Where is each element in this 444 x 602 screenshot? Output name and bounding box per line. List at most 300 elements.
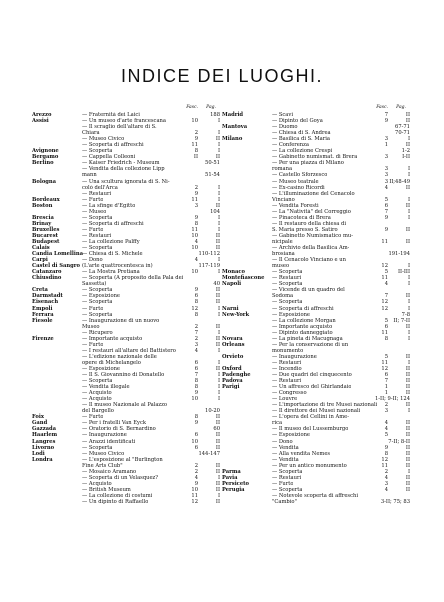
entry-description: — Chiesa di S. Andrea [272, 130, 331, 137]
entry-description: — Dono [82, 257, 103, 264]
entry-description: — Scoperta [82, 148, 113, 155]
entry-description: — Scoperta [272, 281, 303, 288]
entry-description: — Dono [272, 438, 293, 445]
entry-page: I [217, 142, 220, 149]
pag-header: Pag. [396, 105, 406, 110]
entry-place: Novara [222, 335, 243, 342]
entry-fascicolo: 4 [194, 238, 198, 245]
entry-description: monumento [272, 347, 304, 354]
entry-place: Mantova [222, 124, 248, 131]
entry-fascicolo: 2 [194, 184, 198, 191]
entry-fascicolo: 2 [384, 468, 388, 475]
entry-page: I [407, 408, 410, 415]
entry-page: II [405, 420, 410, 427]
entry-description: — Scoperta [82, 444, 113, 451]
entry-page: 7-8 [401, 311, 410, 318]
entry-fascicolo: 1 [384, 142, 388, 149]
entry-place: Brinay [32, 220, 52, 227]
entry-page: I [217, 196, 220, 203]
entry-fascicolo: 11 [381, 359, 388, 366]
entry-place: Darmstadt [32, 293, 63, 300]
left-entry-list [32, 112, 222, 505]
entry-description: — L'opera del Cellini in Ame- [272, 414, 349, 421]
entry-place: Padenghe [222, 372, 251, 379]
entry-description: — Museo Civico [82, 450, 125, 457]
entry-description: del Bargello [82, 408, 114, 415]
entry-page: 40 [213, 281, 220, 288]
entry-description: — L'illuminazione del Cenacolo [272, 190, 355, 197]
entry-description: — Scoperta [82, 245, 113, 252]
entry-description: — Per un antico monumento [272, 462, 347, 469]
entry-place: Padova [222, 378, 243, 385]
entry-place: Pavia [222, 474, 238, 481]
entry-page: II [405, 426, 410, 433]
entry-description: — La collezione Crespi [272, 148, 333, 155]
entry-page: 67-71 [395, 124, 410, 131]
entry-page: II [215, 438, 220, 445]
entry-page: II [215, 420, 220, 427]
entry-description: — Furto [82, 305, 104, 312]
entry-fascicolo: 5 [384, 269, 388, 276]
entry-description: — La collezione di costumi [82, 492, 153, 499]
entry-fascicolo: 7 [194, 372, 198, 379]
entry-fascicolo: 4 [384, 474, 388, 481]
entry-place: Ferrara [32, 311, 54, 318]
entry-description: — Scoperta [272, 486, 303, 493]
entry-fascicolo: 8 [194, 378, 198, 385]
entry-description: museo [272, 263, 290, 270]
entry-description: Sodoma [272, 293, 294, 300]
fasc-header: Fasc. [186, 105, 198, 110]
entry-fascicolo: 1 [384, 384, 388, 391]
entry-description: — Un dipinto di Raffaello [82, 499, 149, 505]
entry-fascicolo: 2 [194, 130, 198, 137]
entry-description: — Vendita [272, 444, 299, 451]
entry-fascicolo: 9 [194, 214, 198, 221]
entry-description: — La collezione Palffy [82, 238, 140, 245]
entry-fascicolo: 11 [191, 226, 198, 233]
entry-place: Bruxelles [32, 226, 60, 233]
entry-description: colò dell'Arca [82, 184, 118, 191]
entry-page: 60 [213, 426, 220, 433]
entry-page: I [407, 208, 410, 215]
entry-page: II [405, 372, 410, 379]
entry-description: mann [82, 172, 97, 179]
entry-fascicolo: 11 [191, 196, 198, 203]
entry-description: — Vendita [272, 456, 299, 463]
entry-place: Langres [32, 438, 56, 445]
entry-page: I [217, 359, 220, 366]
entry-description: — Vendita della collezione Lipp [82, 166, 165, 173]
entry-page: II [215, 444, 220, 451]
entry-place: Montefiascone [222, 275, 265, 282]
entry-page: II [405, 202, 410, 209]
entry-fascicolo: 5 [384, 196, 388, 203]
entry-fascicolo: 12 [381, 305, 388, 312]
entry-description: — Basilica di S. Maria [272, 136, 330, 143]
entry-description: — Louvre [272, 396, 298, 403]
entry-fascicolo: 12 [191, 305, 198, 312]
entry-description: — Ex-casino Ricordi [272, 184, 325, 191]
entry-fascicolo: 12 [381, 365, 388, 372]
entry-page: I [407, 172, 410, 179]
entry-description: — Gabinetto Numismatico mu- [272, 232, 353, 239]
entry-place: Assisi [32, 118, 49, 125]
entry-description: — Vendita illegale [82, 384, 130, 391]
entry-fascicolo: 12 [381, 263, 388, 270]
entry-fascicolo: 7 [384, 208, 388, 215]
entry-page: II [215, 335, 220, 342]
entry-page: II [405, 142, 410, 149]
fasc-header: Fasc. [376, 105, 388, 110]
entry-place: Candia Lomellina [32, 251, 83, 258]
entry-page: II [405, 293, 410, 300]
entry-page: I [217, 347, 220, 354]
entry-page: I [407, 166, 410, 173]
entry-description: — Restauri [272, 378, 302, 385]
index-column-left [32, 103, 222, 505]
entry-page: 117-119 [198, 263, 220, 270]
entry-description: — La sfinge d'Egitto [82, 202, 136, 209]
entry-fascicolo: 4 [384, 426, 388, 433]
entry-description: nicipale [272, 238, 293, 245]
entry-page: II [405, 390, 410, 397]
entry-page: II [405, 486, 410, 493]
entry-description: — Archivio della Basilica Am- [272, 245, 350, 252]
entry-description: — Scoperta di un Velasquez? [82, 474, 159, 481]
entry-fascicolo: 8 [194, 148, 198, 155]
entry-page: I [407, 275, 410, 282]
entry-page: I [217, 474, 220, 481]
entry-description: — Furto [82, 226, 104, 233]
entry-place: Empoli [32, 305, 53, 312]
pag-header: Pag. [206, 105, 216, 110]
entry-description: — Chiesa di S. Michele [82, 251, 143, 258]
entry-page: II [405, 365, 410, 372]
entry-description: — Scavi [272, 112, 293, 118]
entry-description: — Vicende di un quadro del [272, 287, 345, 294]
entry-page: I [407, 359, 410, 366]
entry-page: II [215, 341, 220, 348]
entry-page: I [217, 214, 220, 221]
entry-fascicolo: 4 [194, 347, 198, 354]
entry-page: II [215, 480, 220, 487]
entry-description: — Restauri [272, 474, 302, 481]
entry-description: — Restauri [272, 275, 302, 282]
entry-fascicolo: 6 [194, 293, 198, 300]
entry-place: Chiusdino [32, 275, 62, 282]
entry-page: 1-2 [401, 148, 410, 155]
entry-fascicolo: 9 [194, 287, 198, 294]
entry-fascicolo: 8 [384, 335, 388, 342]
entry-fascicolo: 10 [191, 269, 198, 276]
entry-place: Creta [32, 287, 48, 294]
entry-page: I [407, 214, 410, 221]
entry-place: Eisenach [32, 299, 59, 306]
entry-description: — La collezione Morgan [272, 317, 336, 324]
entry-fascicolo: 8 [194, 220, 198, 227]
entry-page: I [217, 190, 220, 197]
entry-description: — Scoperta (A proposito della Pala dei [82, 275, 184, 282]
entry-page: II [215, 462, 220, 469]
entry-page: II; 7-II [393, 317, 410, 324]
entry-page: I [217, 396, 220, 403]
entry-fascicolo: 5 [384, 353, 388, 360]
entry-fascicolo: 2 [194, 323, 198, 330]
entry-fascicolo: 6 [194, 365, 198, 372]
entry-fascicolo: 8 [384, 450, 388, 457]
entry-fascicolo: 2 [384, 402, 388, 409]
entry-page: II [405, 112, 410, 118]
entry-description: — Conferenza [272, 142, 309, 149]
entry-place: Foix [32, 414, 44, 421]
entry-description: — Cappella Colleoni [82, 154, 136, 161]
entry-fascicolo: 6 [194, 359, 198, 366]
entry-fascicolo: 3 [384, 136, 388, 143]
entry-description: — Oratorio di S. Bernardino [82, 426, 156, 433]
entry-page: II [215, 136, 220, 143]
entry-description: — Restauri [272, 359, 302, 366]
entry-page: II [215, 287, 220, 294]
page-title: INDICE DEI LUOGHI. [120, 66, 324, 86]
entry-description: — Il Cenacolo Vinciano e un [272, 257, 346, 264]
entry-page: I [217, 118, 220, 125]
entry-description: — Scoperta [272, 299, 303, 306]
entry-place: Livorno [32, 444, 55, 451]
entry-place: Parma [222, 468, 241, 475]
entry-page: II [405, 384, 410, 391]
entry-description: — Scoperta [82, 311, 113, 318]
entry-description: — Il restauro della chiesa di [272, 220, 346, 227]
entry-page: II [215, 414, 220, 421]
index-column-right [222, 103, 412, 505]
entry-description: rica [272, 420, 283, 427]
entry-page: I [407, 329, 410, 336]
entry-page: II [405, 238, 410, 245]
entry-description: — Mosaico Aramano [82, 468, 137, 475]
entry-page: II [215, 299, 220, 306]
entry-description: — Importante acquisto [82, 335, 143, 342]
entry-description: romana [272, 166, 293, 173]
entry-page: II [405, 378, 410, 385]
entry-place: Berlino [32, 160, 54, 167]
entry-fascicolo: 10 [191, 396, 198, 403]
right-entry-list [222, 112, 412, 505]
entry-fascicolo: 5 [384, 317, 388, 324]
entry-description: — I restauri all'altare del Battistero [82, 347, 176, 354]
entry-place: Londra [32, 456, 53, 463]
entry-page: II [405, 480, 410, 487]
entry-page: II [405, 226, 410, 233]
entry-fascicolo: 10 [191, 232, 198, 239]
entry-page: 144-147 [198, 450, 220, 457]
entry-page: II;48-49 [389, 178, 410, 185]
entry-page: II [215, 499, 220, 505]
entry-fascicolo: 2 [194, 462, 198, 469]
entry-page: I [217, 305, 220, 312]
entry-fascicolo: 2 [194, 468, 198, 475]
entry-page: II [405, 450, 410, 457]
entry-description: — Ricupero [82, 329, 113, 336]
entry-page: II [215, 154, 220, 161]
entry-description: — Il museo Nazionale al Palazzo [82, 402, 168, 409]
entry-description: — Scoperta di affreschi [82, 142, 144, 149]
entry-fascicolo: 9 [194, 420, 198, 427]
entry-place: Carpi [32, 257, 48, 264]
entry-fascicolo: 4 [384, 281, 388, 288]
entry-page: I [217, 130, 220, 137]
entry-page: I [407, 136, 410, 143]
entry-description: — Inaugurazione [82, 432, 127, 439]
entry-place: Avignone [32, 148, 59, 155]
entry-description: — Furto [82, 341, 104, 348]
entry-place: Oxford [222, 365, 242, 372]
entry-place: Bologna [32, 178, 57, 185]
entry-description: — Esposizione [272, 432, 310, 439]
entry-page: 50-51 [205, 160, 220, 167]
entry-description: — Esposizione [272, 311, 310, 318]
entry-fascicolo: 9 [194, 390, 198, 397]
entry-fascicolo: 3 [384, 166, 388, 173]
entry-description: — La Mostra Pretiana [82, 269, 140, 276]
entry-fascicolo: 7 [384, 112, 388, 118]
entry-page: 191-194 [388, 251, 410, 258]
entry-page: II [215, 245, 220, 252]
entry-description: — Scoperta [272, 269, 303, 276]
entry-place: Monaco [222, 269, 245, 276]
entry-place: Bergamo [32, 154, 59, 161]
entry-description: — Una scultura ignorata di S. Ni- [82, 178, 170, 185]
entry-fascicolo: 9 [194, 480, 198, 487]
entry-fascicolo: 4 [194, 474, 198, 481]
entry-page: I [217, 372, 220, 379]
entry-fascicolo: 4 [384, 184, 388, 191]
entry-description: — Scoperta [272, 468, 303, 475]
entry-description: — L'importazione di tre Musei nazionali [272, 402, 378, 409]
entry-page: I [217, 384, 220, 391]
entry-description: — Furto [272, 480, 294, 487]
entry-fascicolo: 11 [381, 462, 388, 469]
entry-description: — Vendita Foresti [272, 202, 319, 209]
entry-place: Madrid [222, 112, 244, 118]
entry-description: — Il direttore dei Musei nazionali [272, 408, 361, 415]
entry-description: — Castello Sforzesco [272, 172, 328, 179]
entry-description: — Incendio [272, 365, 302, 372]
entry-page: I [407, 281, 410, 288]
entry-place: Orleans [222, 341, 245, 348]
entry-place: Lodi [32, 450, 45, 457]
entry-place: New-York [222, 311, 250, 318]
entry-page: II [405, 323, 410, 330]
entry-description: — Acquisto [82, 396, 112, 403]
entry-description: — Un affresco del Ghirlandaio [272, 384, 352, 391]
entry-description: — Scoperta [82, 214, 113, 221]
entry-fascicolo: 6 [384, 323, 388, 330]
column-header [32, 103, 222, 112]
entry-page: I [407, 263, 410, 270]
entry-fascicolo: 8 [194, 414, 198, 421]
entry-page: II [405, 462, 410, 469]
entry-page: I [217, 257, 220, 264]
entry-place: Fiesole [32, 317, 53, 324]
entry-fascicolo: 1 [384, 390, 388, 397]
entry-description: — Il S. Giovannino di Donatello [82, 372, 165, 379]
column-header [222, 103, 412, 112]
entry-description: — Scoperta [82, 378, 113, 385]
entry-place: Catanzaro [32, 269, 62, 276]
entry-description: Sassetta) [82, 281, 107, 288]
entry-page: I [407, 468, 410, 475]
entry-fascicolo: 10 [191, 486, 198, 493]
entry-place: Napoli [222, 281, 242, 288]
entry-fascicolo: 6 [384, 202, 388, 209]
entry-page: II-III [398, 269, 410, 276]
entry-fascicolo: 3 [194, 202, 198, 209]
entry-page: II [405, 402, 410, 409]
entry-page: II [215, 365, 220, 372]
entry-description: Museo [82, 323, 100, 330]
entry-description: — Due quadri del cinquecento [272, 372, 352, 379]
entry-description: — Dipinto danneggiato [272, 329, 333, 336]
entry-fascicolo: 7 [384, 378, 388, 385]
entry-description: — Duomo [272, 124, 298, 131]
entry-fascicolo: 3 [384, 154, 388, 161]
entry-fascicolo: 4 [194, 257, 198, 264]
entry-fascicolo: 5 [384, 432, 388, 439]
entry-description: Fine Arts Club" [82, 462, 123, 469]
entry-page: II [215, 486, 220, 493]
entry-page: I [407, 305, 410, 312]
entry-description: S. Maria presso S. Satiro [272, 226, 338, 233]
entry-place: Budapest [32, 238, 60, 245]
entry-fascicolo: 11 [381, 238, 388, 245]
entry-description: — Museo Civico [82, 136, 125, 143]
entry-page: 188 [210, 112, 220, 118]
entry-page: 104 [210, 208, 220, 215]
entry-page: II [405, 444, 410, 451]
entry-description: — Arazzi identificati [82, 438, 136, 445]
entry-description: — Il museo del Lussemburgo [272, 426, 349, 433]
entry-page: 51-54 [205, 172, 220, 179]
entry-description: — La pineta di Macugnaga [272, 335, 343, 342]
entry-page: II [405, 353, 410, 360]
entry-place: Calais [32, 245, 50, 252]
entry-page: 110-112 [198, 251, 220, 258]
entry-fascicolo: 12 [191, 499, 198, 505]
index-entry [222, 499, 412, 505]
entry-page: I [217, 220, 220, 227]
entry-description: — Scoperta [82, 299, 113, 306]
entry-fascicolo: 10 [191, 438, 198, 445]
entry-page: I [217, 226, 220, 233]
entry-fascicolo: 11 [191, 142, 198, 149]
entry-description: — Esposizione [82, 293, 120, 300]
entry-page: II [215, 323, 220, 330]
entry-page: I [217, 378, 220, 385]
entry-page: 10-20 [205, 408, 220, 415]
entry-fascicolo: 11 [191, 492, 198, 499]
entry-page: I [217, 492, 220, 499]
entry-description: "Cambio" [272, 499, 297, 505]
entry-fascicolo: 4 [384, 420, 388, 427]
entry-description: — Furto [82, 196, 104, 203]
entry-description: brosiana [272, 251, 295, 258]
entry-place: Bucarest [32, 232, 59, 239]
entry-description: — Furto [82, 414, 104, 421]
entry-description: — Museo [82, 208, 107, 215]
entry-description: — Per una piazza di Milano [272, 160, 344, 167]
entry-description: Vinciano [272, 196, 295, 203]
